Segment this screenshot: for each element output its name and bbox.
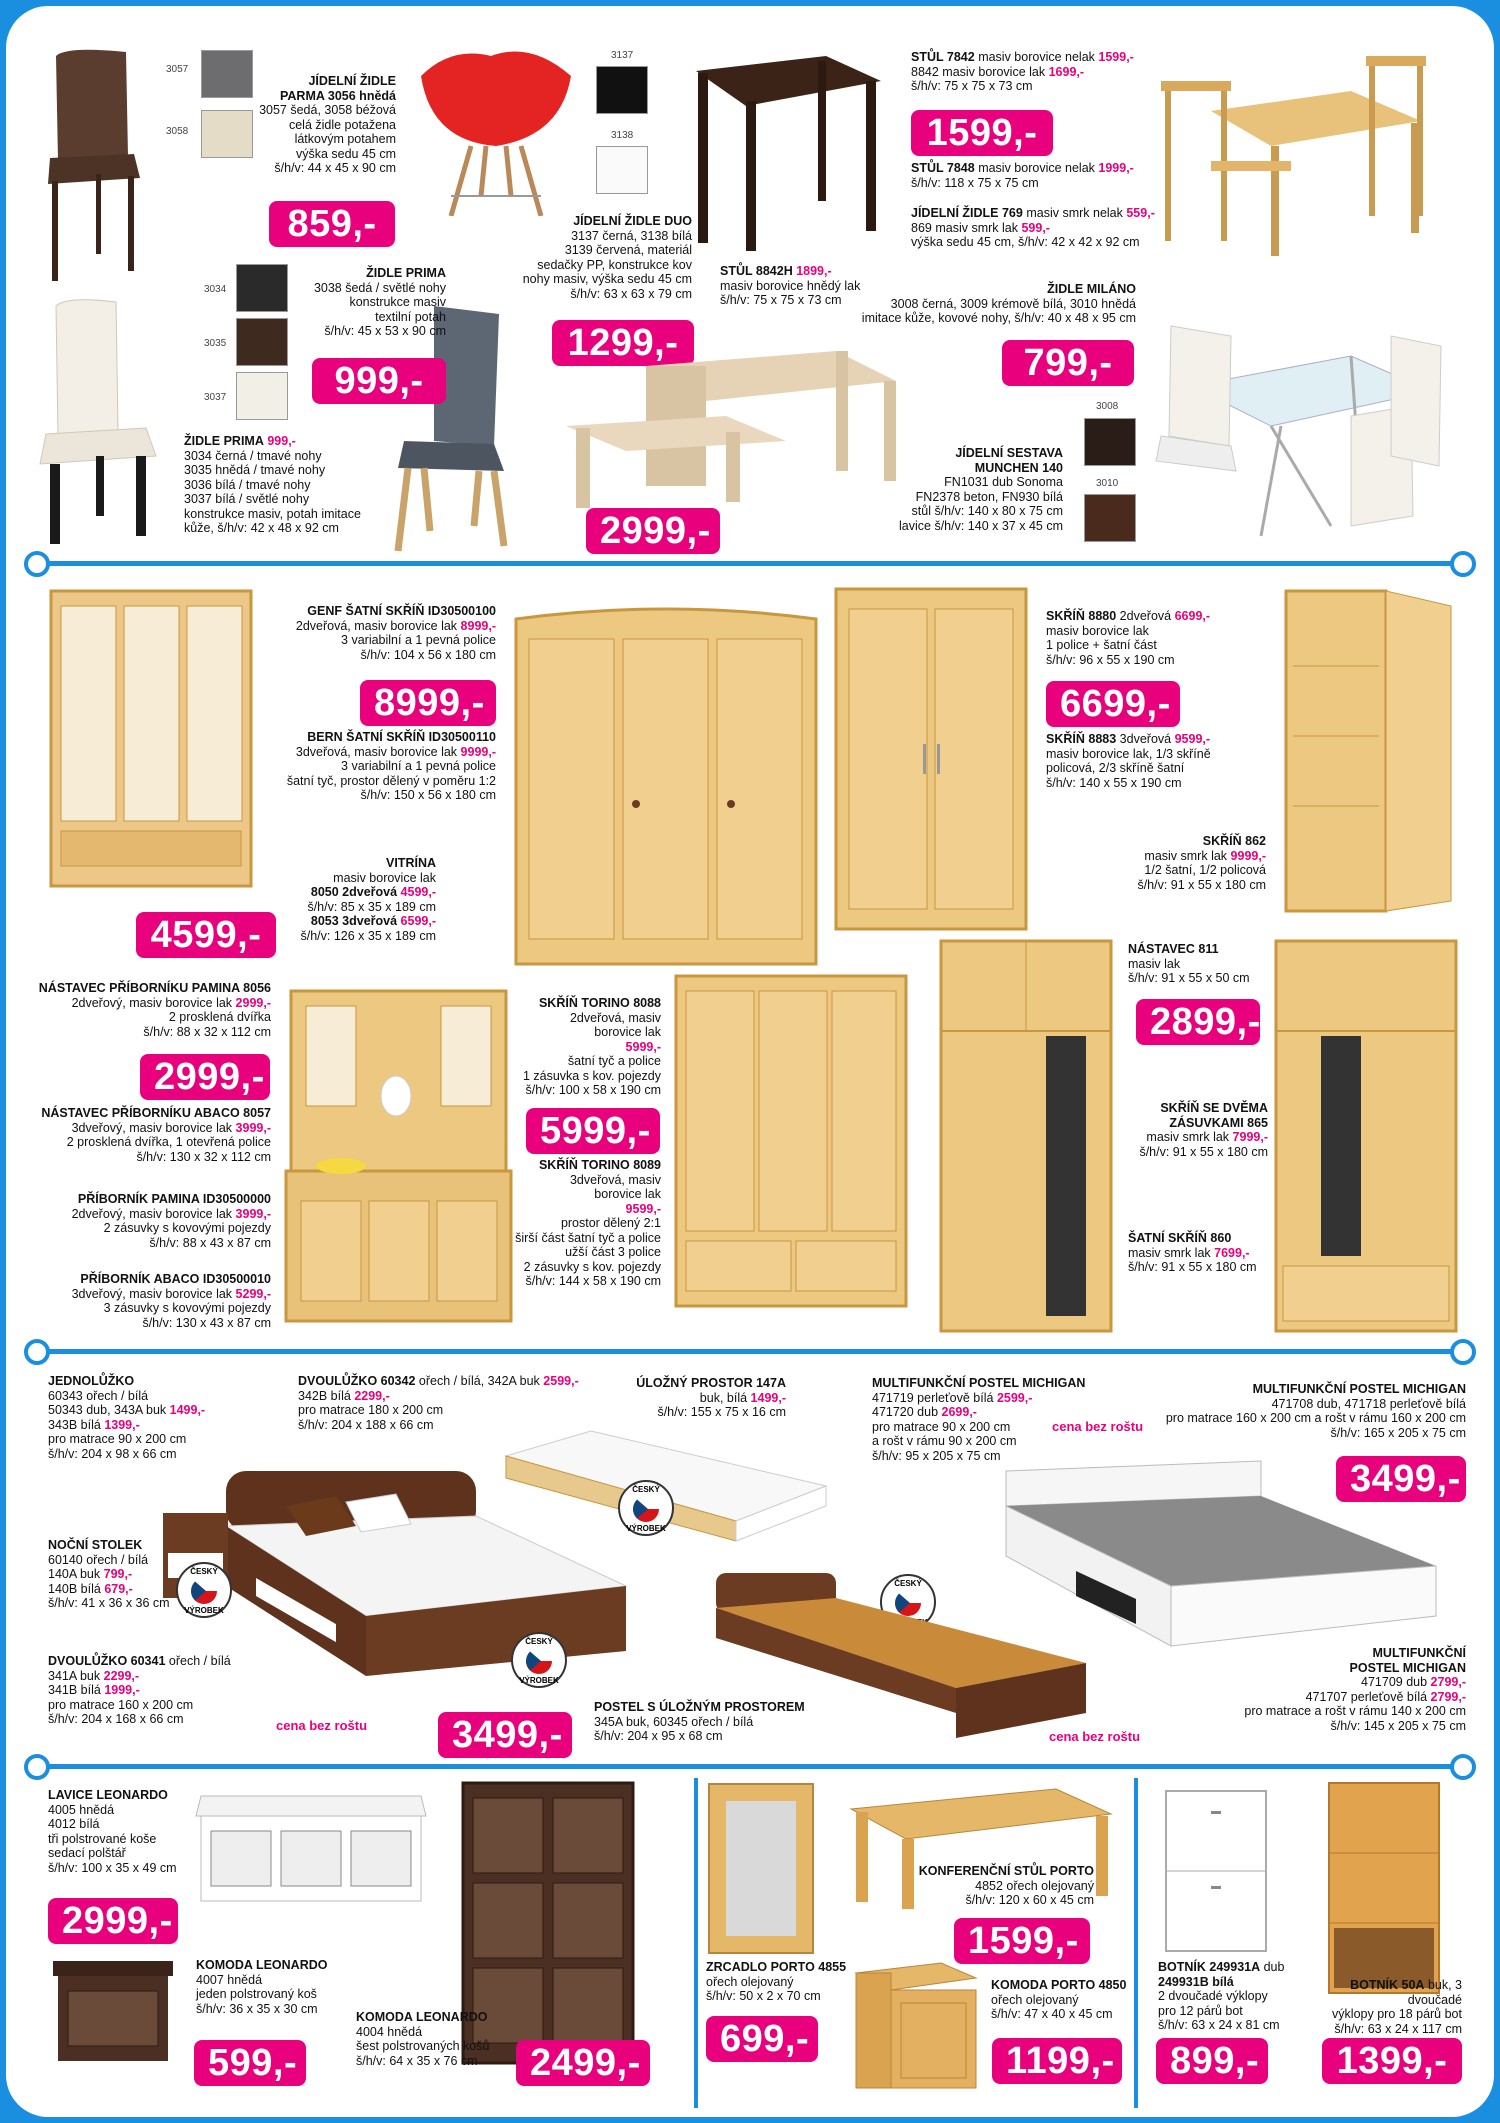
product-dim: š/h/v: 41 x 36 x 36 cm bbox=[48, 1596, 170, 1610]
michigan3-info bbox=[1186, 1646, 1466, 1733]
duo-info bbox=[506, 214, 692, 301]
product-desc: pro matrace 180 x 200 cm š/h/v: 204 x 188 x 66 cm bbox=[298, 1403, 444, 1432]
parma-chair-image bbox=[36, 46, 146, 286]
price-tag: 3499,- bbox=[438, 1712, 572, 1758]
product-variant: 249931B bílá bbox=[1158, 1974, 1234, 1989]
badge-top-text: ČESKÝ bbox=[894, 1579, 922, 1588]
price-inline: 7699,- bbox=[1214, 1245, 1250, 1260]
product-title: ŽIDLE PRIMA bbox=[366, 266, 446, 280]
s860-info bbox=[1128, 1231, 1280, 1275]
swatch-3037[interactable] bbox=[236, 372, 288, 420]
product-desc: 2dveřová, masiv borovice lak bbox=[569, 1010, 661, 1039]
product-desc: prostor dělený 2:1 širší část šatní tyč a police užší část 3 police 2 zásuvky s kov. pojezdy š/h/v: 144 x 58 x 190 cm bbox=[515, 1216, 661, 1288]
torino8088-info bbox=[501, 996, 661, 1098]
price-inline: 1699,- bbox=[1048, 64, 1085, 79]
price-inline: 679,- bbox=[104, 1581, 133, 1596]
product-desc: 3038 šedá / světlé nohy konstrukce masiv textilní potah š/h/v: 45 x 53 x 90 cm bbox=[313, 280, 446, 338]
bern-wardrobe-image bbox=[511, 604, 821, 974]
michigan-bed-image bbox=[1001, 1456, 1441, 1656]
product-title: MULTIFUNKČNÍ POSTEL MICHIGAN bbox=[1349, 1646, 1466, 1675]
pamina8056-info bbox=[36, 981, 271, 1039]
swatch-label: 3037 bbox=[204, 392, 227, 403]
product-desc: 3 variabilní a 1 pevná police šatní tyč, prostor dělený v poměru 1:2 š/h/v: 150 x 56 x 180 cm bbox=[286, 759, 496, 802]
product-title: ÚLOŽNÝ PROSTOR 147A bbox=[636, 1376, 786, 1390]
product-desc: 4005 hnědá 4012 bílá tři polstrované koše sedací polštář š/h/v: 100 x 35 x 49 cm bbox=[48, 1802, 177, 1875]
product-desc: 3057 šedá, 3058 béžová celá židle potažena látkovým potahem výška sedu 45 cm š/h/v: 44 x 45 x 90 cm bbox=[259, 103, 396, 175]
price-inline: 1599,- bbox=[1098, 50, 1134, 64]
product-dim: š/h/v: 126 x 35 x 189 cm bbox=[300, 928, 436, 943]
product-desc: buk, 3 dvoučadé výklopy pro 18 párů bot š/h/v: 63 x 24 x 117 cm bbox=[1332, 1978, 1462, 2036]
section-divider bbox=[46, 1764, 1454, 1769]
product-desc: 471708 dub, 471718 perleťově bílá pro matrace 160 x 200 cm a rošt v rámu 160 x 200 cm š/h/v: 165 x 205 x 75 cm bbox=[1165, 1396, 1466, 1440]
price-tag: 2999,- bbox=[586, 508, 720, 554]
vitrina-info bbox=[276, 856, 436, 943]
price-tag: 2999,- bbox=[48, 1898, 178, 1944]
munchen-info bbox=[881, 446, 1063, 533]
product-desc: masiv borovice lak bbox=[333, 870, 436, 885]
product-title: KOMODA LEONARDO bbox=[356, 2010, 488, 2024]
product-desc: 3dveřová, masiv borovice lak bbox=[569, 1172, 661, 1201]
s862-info bbox=[1101, 834, 1266, 892]
price-inline: 599,- bbox=[1021, 220, 1050, 235]
product-title: JÍDELNÍ ŽIDLE DUO bbox=[573, 214, 692, 228]
czech-product-badge bbox=[618, 1480, 674, 1536]
product-desc: 2 prosklená dvířka, 1 otevřená police š/h/v: 130 x 32 x 112 cm bbox=[66, 1135, 271, 1164]
prima-white-chair-image bbox=[36, 296, 176, 556]
price-tag: 3499,- bbox=[1336, 1456, 1466, 1502]
product-desc: masiv borovice lak 1 police + šatní část š/h/v: 96 x 55 x 190 cm bbox=[1046, 623, 1175, 667]
dvouluzko60341-info bbox=[48, 1654, 288, 1727]
product-title: STŮL 7848 bbox=[911, 161, 975, 175]
price-inline: 4599,- bbox=[400, 885, 436, 899]
michigan2-info bbox=[1136, 1382, 1466, 1440]
product-desc: masiv borovice hnědý lak š/h/v: 75 x 75 x 73 cm bbox=[720, 278, 861, 307]
product-title: MULTIFUNKČNÍ POSTEL MICHIGAN bbox=[1252, 1382, 1466, 1396]
leonardo-bench-image bbox=[191, 1786, 431, 1906]
product-desc: 3 variabilní a 1 pevná police š/h/v: 104 x 56 x 180 cm bbox=[341, 633, 496, 662]
price-tag: 1599,- bbox=[911, 110, 1053, 156]
price-inline: 1999,- bbox=[1098, 161, 1134, 175]
pamina-info bbox=[36, 1192, 271, 1250]
product-desc: ořech olejovaný š/h/v: 50 x 2 x 70 cm bbox=[706, 1974, 821, 2003]
price-inline: 5999,- bbox=[625, 1039, 661, 1054]
price-tag: 4599,- bbox=[136, 912, 276, 958]
swatch-label: 3034 bbox=[204, 284, 227, 295]
postel345-info bbox=[594, 1700, 824, 1744]
no-slats-note: cena bez roštu bbox=[1052, 1419, 1144, 1434]
product-desc: masiv borovice nelak bbox=[978, 50, 1095, 64]
swatch-label: 3010 bbox=[1096, 478, 1119, 489]
product-desc: 60140 ořech / bílá 140A buk bbox=[48, 1552, 149, 1581]
price-inline: 1999,- bbox=[104, 1683, 140, 1697]
product-desc: 341B bílá bbox=[48, 1683, 101, 1697]
price-inline: 5299,- bbox=[235, 1286, 271, 1301]
product-dim: š/h/v: 118 x 75 x 75 cm bbox=[911, 175, 1039, 190]
product-dim: š/h/v: 85 x 35 x 189 cm bbox=[307, 899, 436, 914]
swatch-3034[interactable] bbox=[236, 264, 288, 312]
price-tag: 999,- bbox=[312, 358, 446, 404]
product-desc: pro matrace 90 x 200 cm a rošt v rámu 90 x 200 cm š/h/v: 95 x 205 x 75 cm bbox=[872, 1419, 1017, 1463]
product-desc: FN1031 dub Sonoma FN2378 beton, FN930 bílá stůl š/h/v: 140 x 80 x 75 cm lavice š/h/v: 140 x 37 x 45 cm bbox=[899, 475, 1063, 533]
price-inline: 9599,- bbox=[1174, 732, 1211, 746]
product-desc: 3 zásuvky s kovovými pojezdy š/h/v: 130 x 43 x 87 cm bbox=[103, 1301, 271, 1330]
product-desc: 3dveřová bbox=[1119, 732, 1172, 746]
badge-top-text: ČESKÝ bbox=[190, 1567, 218, 1576]
swatch-label: 3137 bbox=[611, 50, 634, 61]
konf-info bbox=[884, 1864, 1094, 1908]
stul7842-info bbox=[911, 50, 1151, 94]
genf-info bbox=[256, 604, 496, 662]
milano-info bbox=[831, 282, 1136, 326]
torino8089-info bbox=[501, 1158, 661, 1289]
product-title: SKŘÍŇ TORINO 8089 bbox=[538, 1158, 661, 1172]
product-desc: masiv borovice lak, 1/3 skříně policová, 2/3 skříně šatní š/h/v: 140 x 55 x 190 cm bbox=[1046, 746, 1211, 790]
product-title: KOMODA LEONARDO bbox=[196, 1958, 328, 1972]
product-desc: 2 dvoučadé výklopy pro 12 párů bot š/h/v: 63 x 24 x 81 cm bbox=[1158, 1989, 1280, 2032]
product-desc: šatní tyč a police 1 zásuvka s kov. pojezdy š/h/v: 100 x 58 x 190 cm bbox=[522, 1054, 661, 1097]
product-title: PŘÍBORNÍK PAMINA ID30500000 bbox=[77, 1192, 271, 1206]
product-desc: 471707 perleťově bílá bbox=[1305, 1689, 1428, 1704]
product-desc: 869 masiv smrk lak bbox=[911, 220, 1018, 235]
product-title: NÁSTAVEC PŘÍBORNÍKU PAMINA 8056 bbox=[38, 981, 271, 995]
czech-product-badge bbox=[511, 1632, 567, 1688]
white-shoe-cabinet-image bbox=[1161, 1786, 1271, 1956]
product-desc: 140B bílá bbox=[48, 1581, 101, 1596]
swatch-label: 3035 bbox=[204, 338, 227, 349]
pine-dining-set-image bbox=[1151, 51, 1451, 261]
porto-mirror-image bbox=[706, 1781, 816, 1956]
badge-bottom-text: VÝROBEK bbox=[626, 1524, 666, 1533]
price-tag: 1199,- bbox=[992, 2038, 1122, 2084]
abaco8057-info bbox=[36, 1106, 271, 1164]
product-desc: masiv borovice nelak bbox=[978, 161, 1095, 175]
zrcadlo-info bbox=[706, 1960, 856, 2004]
product-desc: 345A buk, 60345 ořech / bílá š/h/v: 204 x 95 x 68 cm bbox=[594, 1714, 754, 1743]
product-title: SKŘÍŇ 862 bbox=[1202, 834, 1266, 848]
price-tag: 899,- bbox=[1156, 2038, 1268, 2084]
product-title: SKŘÍŇ 8880 bbox=[1046, 609, 1117, 623]
product-desc: 4007 hnědá jeden polstrovaný koš š/h/v: 36 x 35 x 30 cm bbox=[196, 1972, 318, 2016]
price-tag: 859,- bbox=[269, 201, 395, 247]
product-title: KOMODA PORTO 4850 bbox=[991, 1978, 1127, 1992]
product-desc: 8842 masiv borovice lak bbox=[911, 64, 1046, 79]
badge-top-text: ČESKÝ bbox=[632, 1485, 660, 1494]
product-desc: 3dveřový, masiv borovice lak bbox=[71, 1120, 233, 1135]
product-title: SKŘÍŇ 8883 bbox=[1046, 732, 1117, 746]
product-desc: pro matrace 160 x 200 cm š/h/v: 204 x 168 x 66 cm bbox=[48, 1697, 194, 1726]
price-inline: 2599,- bbox=[543, 1374, 579, 1388]
price-inline: 3999,- bbox=[235, 1120, 271, 1135]
price-tag: 799,- bbox=[1002, 340, 1134, 386]
price-inline: 2299,- bbox=[103, 1668, 140, 1683]
product-desc: 3dveřový, masiv borovice lak bbox=[71, 1286, 233, 1301]
product-title: PŘÍBORNÍK ABACO ID30500010 bbox=[80, 1272, 271, 1286]
product-desc: buk, bílá bbox=[699, 1390, 748, 1405]
product-desc: š/h/v: 91 x 55 x 180 cm bbox=[1128, 1260, 1257, 1274]
prima3038-info bbox=[286, 266, 446, 339]
product-desc: ořech olejovaný š/h/v: 47 x 40 x 45 cm bbox=[991, 1992, 1113, 2021]
badge-top-text: ČESKÝ bbox=[525, 1637, 553, 1646]
swatch-label: 3138 bbox=[611, 130, 634, 141]
nastavec811-info bbox=[1128, 942, 1278, 986]
product-dim: výška sedu 45 cm, š/h/v: 42 x 42 x 92 cm bbox=[911, 235, 1140, 249]
torino-wardrobe-image bbox=[671, 971, 911, 1311]
botnik50-info bbox=[1296, 1978, 1462, 2036]
swatch-label: 3057 bbox=[166, 64, 189, 75]
swatch-3137[interactable] bbox=[596, 66, 648, 114]
price-inline: 9599,- bbox=[625, 1201, 661, 1216]
duo-chair-image bbox=[411, 46, 581, 216]
leaflet-page bbox=[6, 6, 1494, 2117]
price-inline: 6699,- bbox=[1174, 609, 1211, 623]
price-tag: 699,- bbox=[706, 2016, 818, 2062]
price-tag: 5999,- bbox=[526, 1108, 660, 1154]
product-title: JÍDELNÍ ŽIDLE 769 bbox=[911, 206, 1023, 220]
price-inline: 1499,- bbox=[169, 1403, 206, 1417]
price-tag: 2899,- bbox=[1136, 999, 1260, 1045]
s865-info bbox=[1116, 1101, 1268, 1159]
product-desc: 3dveřová, masiv borovice lak bbox=[295, 744, 458, 759]
product-desc: pro matrace 90 x 200 cm š/h/v: 204 x 98 x 66 cm bbox=[48, 1432, 187, 1461]
beech-shoe-cabinet-image bbox=[1324, 1778, 1444, 1998]
column-divider bbox=[1134, 1778, 1138, 2108]
swatch-3008[interactable] bbox=[1084, 418, 1136, 466]
price-inline: 2599,- bbox=[996, 1390, 1033, 1405]
badge-bottom-text: VÝROBEK bbox=[519, 1676, 559, 1685]
product-desc: 2dveřový, masiv borovice lak bbox=[71, 995, 233, 1010]
price-inline: 3999,- bbox=[235, 1206, 271, 1221]
product-desc: 2dveřová bbox=[1119, 609, 1172, 623]
product-desc: masiv smrk nelak bbox=[1026, 206, 1123, 220]
komoda4850-info bbox=[991, 1978, 1141, 2022]
product-variant: 8050 2dveřová bbox=[310, 885, 398, 899]
product-desc: 2 prosklená dvířka š/h/v: 88 x 32 x 112 cm bbox=[143, 1010, 271, 1039]
product-title: BERN ŠATNÍ SKŘÍŇ ID30500110 bbox=[307, 730, 496, 744]
product-title: JÍDELNÍ ŽIDLE PARMA 3056 hnědá bbox=[279, 74, 396, 103]
price-tag: 1299,- bbox=[552, 320, 694, 366]
porto-chest-image bbox=[851, 1958, 981, 2093]
product-title: NÁSTAVEC PŘÍBORNÍKU ABACO 8057 bbox=[41, 1106, 271, 1120]
s8880-info bbox=[1046, 609, 1246, 667]
product-desc: 342B bílá bbox=[298, 1388, 351, 1403]
product-desc: masiv smrk lak bbox=[1128, 1245, 1211, 1260]
product-desc: 471709 dub bbox=[1361, 1675, 1428, 1689]
swatch-3035[interactable] bbox=[236, 318, 288, 366]
product-title: STŮL 7842 bbox=[911, 50, 975, 64]
czech-flag-icon bbox=[526, 1648, 552, 1674]
prima999-info bbox=[184, 434, 384, 536]
stul7848-info bbox=[911, 161, 1151, 190]
product-variant: 8053 3dveřová bbox=[310, 914, 398, 928]
product-title: JEDNOLŮŽKO bbox=[48, 1374, 135, 1388]
s862-wardrobe-image bbox=[1281, 586, 1456, 916]
product-desc: 1/2 šatní, 1/2 policová š/h/v: 91 x 55 x 180 cm bbox=[1137, 863, 1266, 892]
bern-info bbox=[256, 730, 496, 803]
price-inline: 1399,- bbox=[104, 1417, 140, 1432]
lavice-info bbox=[48, 1788, 198, 1875]
komoda4004-info bbox=[356, 2010, 506, 2068]
munchen-set-image bbox=[566, 346, 906, 516]
column-divider bbox=[694, 1778, 698, 2108]
price-tag: 6699,- bbox=[1046, 681, 1180, 727]
product-title: MULTIFUNKČNÍ POSTEL MICHIGAN bbox=[872, 1376, 1086, 1390]
komoda4007-info bbox=[196, 1958, 346, 2016]
product-title: ŠATNÍ SKŘÍŇ 860 bbox=[1128, 1231, 1232, 1245]
price-inline: 559,- bbox=[1126, 206, 1155, 220]
product-desc: 2dveřový, masiv borovice lak bbox=[71, 1206, 233, 1221]
product-desc: 2dveřová, masiv borovice lak bbox=[295, 618, 458, 633]
product-title: STŮL 8842H bbox=[720, 264, 793, 278]
product-title: BOTNÍK 249931A bbox=[1158, 1960, 1261, 1974]
product-title: ŽIDLE MILÁNO bbox=[1047, 282, 1136, 296]
product-title: DVOULŮŽKO 60341 bbox=[48, 1654, 166, 1668]
price-inline: 9999,- bbox=[1230, 848, 1266, 863]
dark-table-image bbox=[686, 51, 886, 251]
price-inline: 1499,- bbox=[750, 1390, 786, 1405]
product-desc: 3008 černá, 3009 krémově bílá, 3010 hnědá imitace kůže, kovové nohy, š/h/v: 40 x 48 x 95 cm bbox=[861, 296, 1136, 325]
price-inline: 9999,- bbox=[460, 744, 496, 759]
price-tag: 2499,- bbox=[516, 2040, 650, 2086]
pamina-hutch-image bbox=[281, 986, 516, 1346]
botnik249-info bbox=[1158, 1960, 1298, 2033]
product-desc: 2 zásuvky s kovovými pojezdy š/h/v: 88 x 43 x 87 cm bbox=[103, 1221, 271, 1250]
price-inline: 999,- bbox=[267, 434, 296, 448]
price-inline: 2799,- bbox=[1430, 1689, 1466, 1704]
no-slats-note: cena bez roštu bbox=[1049, 1729, 1141, 1744]
no-slats-note: cena bez roštu bbox=[276, 1718, 368, 1733]
product-title: POSTEL S ÚLOŽNÝM PROSTOREM bbox=[594, 1700, 805, 1714]
product-dim: š/h/v: 75 x 75 x 73 cm bbox=[911, 79, 1033, 93]
price-tag: 1399,- bbox=[1322, 2038, 1462, 2084]
product-title: GENF ŠATNÍ SKŘÍŇ ID30500100 bbox=[307, 604, 496, 618]
price-inline: 2299,- bbox=[354, 1388, 390, 1403]
product-desc: dub bbox=[1263, 1960, 1285, 1974]
abaco-info bbox=[36, 1272, 271, 1330]
s8883-info bbox=[1046, 732, 1246, 790]
product-title: ŽIDLE PRIMA bbox=[184, 434, 264, 448]
price-inline: 6599,- bbox=[400, 914, 436, 928]
price-inline: 7999,- bbox=[1232, 1130, 1268, 1144]
product-desc: masiv lak š/h/v: 91 x 55 x 50 cm bbox=[1128, 956, 1250, 985]
badge-bottom-text: VÝROBEK bbox=[184, 1606, 224, 1615]
product-title: NOČNÍ STOLEK bbox=[48, 1538, 143, 1552]
noc-info bbox=[48, 1538, 178, 1611]
zidle769-info bbox=[911, 206, 1171, 250]
swatch-label: 3008 bbox=[1096, 401, 1119, 412]
product-desc: 471720 dub bbox=[872, 1405, 939, 1419]
price-inline: 8999,- bbox=[460, 618, 496, 633]
price-tag: 8999,- bbox=[360, 680, 496, 726]
product-title: SKŘÍŇ TORINO 8088 bbox=[538, 996, 661, 1010]
product-desc: 3137 černá, 3138 bílá 3139 červená, materiál sedačky PP, konstrukce kov nohy masiv, výška sedu 45 cm š/h/v: 63 x 63 x 79 cm bbox=[522, 228, 692, 301]
dvouluzko60342-info bbox=[298, 1374, 588, 1432]
swatch-label: 3058 bbox=[166, 126, 189, 137]
price-inline: 1899,- bbox=[796, 264, 832, 278]
parma-info bbox=[246, 74, 396, 176]
czech-flag-icon bbox=[191, 1578, 217, 1604]
price-inline: 2699,- bbox=[941, 1405, 977, 1419]
product-desc: š/h/v: 155 x 75 x 16 cm bbox=[657, 1405, 786, 1419]
product-title: LAVICE LEONARDO bbox=[48, 1788, 168, 1802]
milano-set-image bbox=[1151, 296, 1451, 546]
price-tag: 1599,- bbox=[954, 1918, 1090, 1964]
price-inline: 2799,- bbox=[1430, 1675, 1466, 1689]
czech-flag-icon bbox=[633, 1496, 659, 1522]
section-divider bbox=[46, 1349, 1454, 1354]
product-desc: masiv smrk lak bbox=[1146, 1130, 1230, 1144]
product-title: BOTNÍK 50A bbox=[1350, 1978, 1425, 1992]
product-title: DVOULŮŽKO 60342 bbox=[298, 1374, 416, 1388]
s860-wardrobe-image bbox=[1271, 936, 1461, 1336]
product-desc: 3034 černá / tmavé nohy 3035 hnědá / tmavé nohy 3036 bílá / tmavé nohy 3037 bílá / světlé nohy konstrukce masiv, potah imitace kůže, š/h/v: 42 x 48 x 92 cm bbox=[184, 448, 361, 535]
s8880-wardrobe-image bbox=[831, 584, 1031, 934]
product-desc: 343B bílá bbox=[48, 1417, 101, 1432]
section-divider bbox=[46, 561, 1454, 566]
price-inline: 799,- bbox=[103, 1567, 133, 1581]
product-desc: š/h/v: 91 x 55 x 180 cm bbox=[1139, 1144, 1268, 1159]
product-title: VITRÍNA bbox=[386, 856, 436, 870]
price-inline: 2999,- bbox=[235, 995, 271, 1010]
product-desc: ořech / bílá 341A buk bbox=[48, 1654, 231, 1683]
czech-product-badge bbox=[176, 1562, 232, 1618]
price-tag: 2999,- bbox=[140, 1054, 270, 1100]
vitrina-image bbox=[46, 586, 256, 896]
swatch-3010[interactable] bbox=[1084, 494, 1136, 542]
leonardo-small-chest-image bbox=[48, 1956, 178, 2066]
product-title: KONFERENČNÍ STŮL PORTO bbox=[918, 1864, 1094, 1878]
price-tag: 599,- bbox=[194, 2040, 306, 2086]
product-desc: 471719 perleťově bílá bbox=[872, 1390, 994, 1405]
product-desc: pro matrace a rošt v rámu 140 x 200 cm š/h/v: 145 x 205 x 75 cm bbox=[1244, 1704, 1466, 1733]
product-desc: 4004 hnědá šest polstrovaných košů š/h/v: 64 x 35 x 76 cm bbox=[356, 2024, 490, 2068]
product-desc: masiv smrk lak bbox=[1144, 848, 1228, 863]
ulozny-info bbox=[606, 1376, 786, 1420]
product-title: NÁSTAVEC 811 bbox=[1128, 942, 1219, 956]
product-desc: 60343 ořech / bílá 50343 dub, 343A buk bbox=[48, 1388, 167, 1417]
product-desc: 4852 ořech olejovaný š/h/v: 120 x 60 x 45 cm bbox=[965, 1878, 1094, 1907]
product-desc: ořech / bílá, 342A buk bbox=[418, 1374, 540, 1388]
product-title: JÍDELNÍ SESTAVA MUNCHEN 140 bbox=[955, 446, 1063, 475]
jednoluzko-info bbox=[48, 1374, 258, 1461]
product-title: SKŘÍŇ SE DVĚMA ZÁSUVKAMI 865 bbox=[1160, 1101, 1268, 1130]
product-title: ZRCADLO PORTO 4855 bbox=[706, 1960, 847, 1974]
swatch-3138[interactable] bbox=[596, 146, 648, 194]
s865-wardrobe-image bbox=[936, 936, 1116, 1336]
